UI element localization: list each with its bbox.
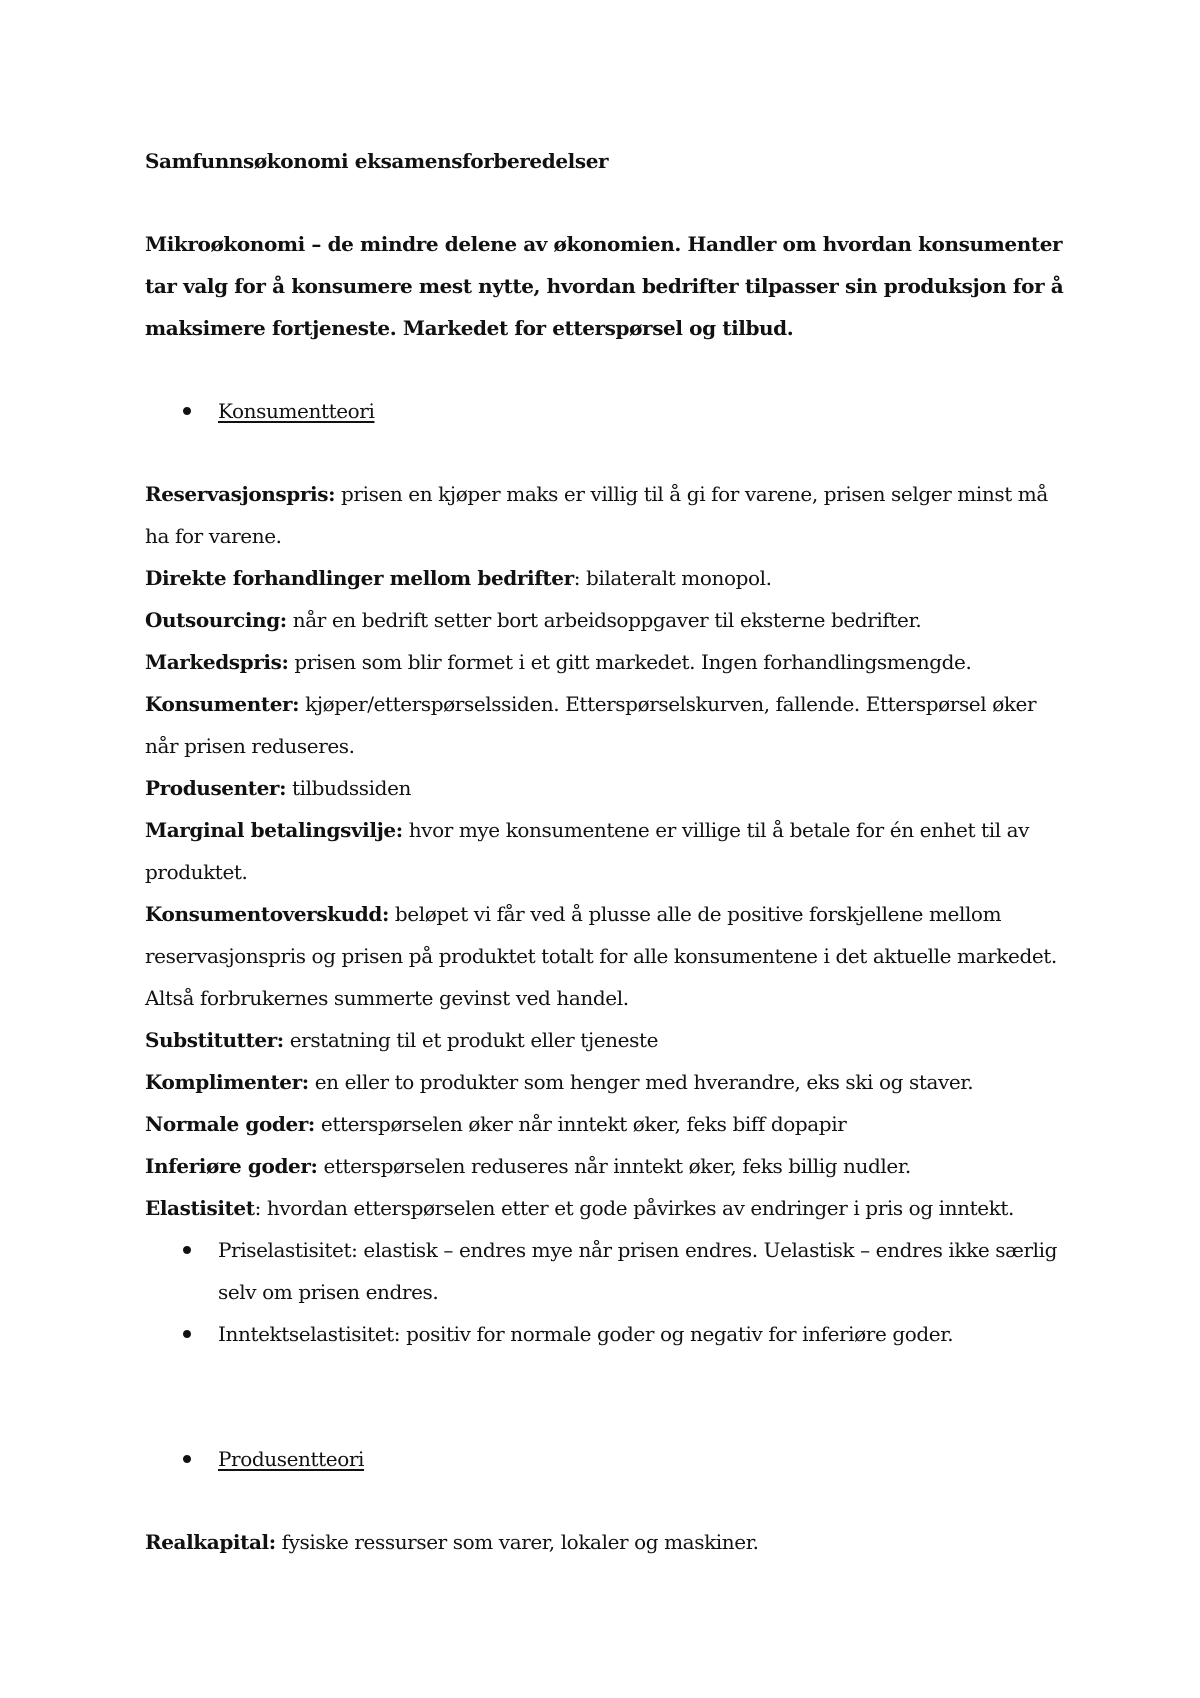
definition-term: Markedspris:	[145, 650, 289, 674]
definition-term: Elastisitet	[145, 1196, 255, 1220]
bullet-icon	[183, 1455, 191, 1463]
document-title: Samfunnsøkonomi eksamensforberedelser	[145, 149, 609, 173]
definitions-list	[145, 473, 1065, 1355]
definition-text: etterspørselen reduseres når inntekt øker, feks billig nudler.	[317, 1154, 911, 1178]
list-item	[145, 1313, 1065, 1355]
section-heading-list	[145, 1438, 1065, 1480]
definition-term: Konsumenter:	[145, 692, 300, 716]
definition-item	[145, 557, 1065, 599]
definition-text: prisen en kjøper maks er villig til å gi for varene, prisen selger minst må ha for varene.	[145, 482, 1048, 548]
definition-item	[145, 1187, 1065, 1229]
definition-text: en eller to produkter som henger med hverandre, eks ski og staver.	[308, 1070, 974, 1094]
definition-text: hvor mye konsumentene er villige til å betale for én enhet til av produktet.	[145, 818, 1030, 884]
section-heading-konsumentteori	[145, 390, 1065, 432]
definition-text: kjøper/etterspørselssiden. Etterspørselskurven, fallende. Etterspørsel øker når prisen reduseres.	[145, 692, 1037, 758]
definition-text: beløpet vi får ved å plusse alle de positive forskjellene mellom reservasjonspris og prisen på produktet totalt for alle konsumentene i det aktuelle markedet. Altså forbrukernes summerte gevinst ved handel.	[145, 902, 1057, 1010]
definition-item	[145, 473, 1065, 557]
section-heading-produsentteori	[145, 1438, 1065, 1480]
definition-item	[145, 1019, 1065, 1061]
definition-item	[145, 599, 1065, 641]
definitions-list	[145, 1521, 1065, 1563]
elasticity-list	[145, 1229, 1065, 1355]
definition-text: etterspørselen øker når inntekt øker, feks biff dopapir	[314, 1112, 847, 1136]
definition-item	[145, 683, 1065, 767]
definition-term: Konsumentoverskudd:	[145, 902, 389, 926]
definition-term: Produsenter:	[145, 776, 287, 800]
definition-item	[145, 1145, 1065, 1187]
definition-text: erstatning til et produkt eller tjeneste	[283, 1028, 659, 1052]
section-heading-text: Produsentteori	[218, 1447, 365, 1471]
bullet-icon	[183, 1246, 191, 1254]
bullet-icon	[183, 1330, 191, 1338]
definition-item	[145, 893, 1065, 1019]
section-heading-text: Konsumentteori	[218, 399, 375, 423]
list-item	[145, 1229, 1065, 1313]
definition-text: : hvordan etterspørselen etter et gode påvirkes av endringer i pris og inntekt.	[254, 1196, 1015, 1220]
definition-term: Normale goder:	[145, 1112, 315, 1136]
definition-term: Realkapital:	[145, 1530, 276, 1554]
definition-item	[145, 1061, 1065, 1103]
definition-term: Reservasjonspris:	[145, 482, 336, 506]
definition-item	[145, 1103, 1065, 1145]
definition-term: Direkte forhandlinger mellom bedrifter	[145, 566, 574, 590]
bullet-icon	[183, 407, 191, 415]
definition-text: når en bedrift setter bort arbeidsoppgaver til eksterne bedrifter.	[286, 608, 922, 632]
definition-term: Outsourcing:	[145, 608, 287, 632]
definition-text: prisen som blir formet i et gitt markedet. Ingen forhandlingsmengde.	[288, 650, 972, 674]
list-item-text: Inntektselastisitet: positiv for normale goder og negativ for inferiøre goder.	[218, 1322, 954, 1346]
definition-term: Komplimenter:	[145, 1070, 309, 1094]
document-content	[145, 140, 1065, 1563]
intro-paragraph: Mikroøkonomi – de mindre delene av økonomien. Handler om hvordan konsumenter tar valg for å konsumere mest nytte, hvordan bedrifter tilpasser sin produksjon for å maksimere fortjeneste. Markedet for etterspørsel og tilbud.	[145, 232, 1064, 340]
definition-item	[145, 641, 1065, 683]
section-heading-list	[145, 390, 1065, 432]
definition-item	[145, 809, 1065, 893]
definition-term: Substitutter:	[145, 1028, 284, 1052]
definition-text: fysiske ressurser som varer, lokaler og maskiner.	[275, 1530, 759, 1554]
list-item-text: Priselastisitet: elastisk – endres mye når prisen endres. Uelastisk – endres ikke særlig selv om prisen endres.	[218, 1238, 1058, 1304]
definition-text: : bilateralt monopol.	[573, 566, 772, 590]
definition-item	[145, 767, 1065, 809]
definition-item	[145, 1521, 1065, 1563]
definition-term: Inferiøre goder:	[145, 1154, 318, 1178]
definition-text: tilbudssiden	[286, 776, 411, 800]
definition-term: Marginal betalingsvilje:	[145, 818, 403, 842]
